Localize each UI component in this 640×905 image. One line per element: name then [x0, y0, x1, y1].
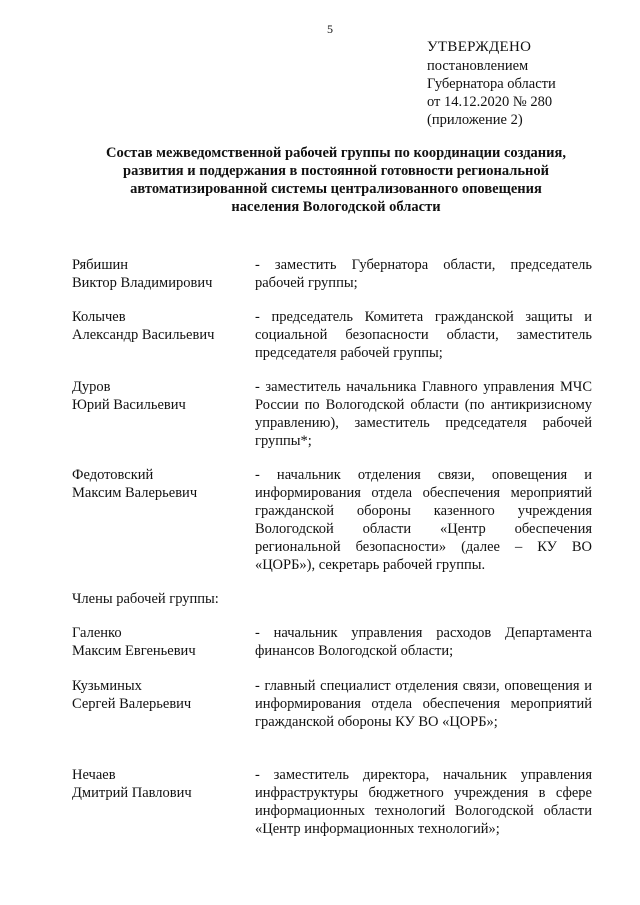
member-surname: Рябишин: [72, 257, 129, 273]
member-given-name: Александр Васильевич: [72, 327, 215, 343]
approval-line: от 14.12.2020 № 280: [427, 94, 553, 110]
page-number: 5: [327, 22, 333, 36]
document-title-line: Состав межведомственной рабочей группы по координации создания,: [106, 145, 566, 161]
member-given-name: Юрий Васильевич: [72, 397, 186, 413]
member-name: [72, 466, 250, 502]
member-name: [72, 766, 250, 802]
document-title-line: автоматизированной системы централизованного оповещения: [130, 181, 542, 197]
member-duty: - начальник управления расходов Департамента финансов Вологодской области;: [255, 625, 592, 659]
document-title: [72, 144, 600, 216]
member-duty: - заместитель директора, начальник управления инфраструктуры бюджетного учреждения в сфере информационных технологий Вологодской области «Центр информационных технологий»;: [255, 767, 592, 837]
member-duty: - заместить Губернатора области, председатель рабочей группы;: [255, 257, 592, 291]
member-name: [72, 677, 250, 713]
member-duty: - начальник отделения связи, оповещения и информирования отдела обеспечения мероприятий гражданской обороны казенного учреждения Вологодской области «Центр обеспечения региональной безопасности» (далее – КУ ВО «ЦОРБ»), секретарь рабочей группы.: [255, 467, 592, 573]
member-surname: Нечаев: [72, 767, 116, 783]
section-label: Члены рабочей группы:: [72, 591, 219, 607]
approval-line: постановлением: [427, 58, 529, 74]
approval-stamp: [427, 38, 556, 129]
member-duty: - заместитель начальника Главного управления МЧС России по Вологодской области (по антикризисному управлению), заместитель председателя рабочей группы*;: [255, 379, 592, 449]
member-surname: Галенко: [72, 625, 122, 641]
member-name: [72, 624, 250, 660]
approval-line: (приложение 2): [427, 112, 523, 128]
approval-line: Губернатора области: [427, 76, 556, 92]
member-duty: - главный специалист отделения связи, оповещения и информирования отдела обеспечения мероприятий гражданской обороны КУ ВО «ЦОРБ»;: [255, 678, 592, 730]
member-given-name: Дмитрий Павлович: [72, 785, 192, 801]
approval-title: УТВЕРЖДЕНО: [427, 39, 532, 55]
member-surname: Кузьминых: [72, 678, 142, 694]
member-surname: Федотовский: [72, 467, 154, 483]
member-name: [72, 256, 250, 292]
member-name: [72, 308, 250, 344]
member-given-name: Виктор Владимирович: [72, 275, 213, 291]
member-duty: - председатель Комитета гражданской защиты и социальной безопасности области, заместитель председателя рабочей группы;: [255, 309, 592, 361]
member-given-name: Максим Евгеньевич: [72, 643, 196, 659]
document-title-line: населения Вологодской области: [231, 199, 441, 215]
member-surname: Дуров: [72, 379, 111, 395]
member-name: [72, 378, 250, 414]
member-given-name: Сергей Валерьевич: [72, 696, 192, 712]
member-given-name: Максим Валерьевич: [72, 485, 198, 501]
member-surname: Колычев: [72, 309, 126, 325]
document-title-line: развития и поддержания в постоянной готовности региональной: [123, 163, 549, 179]
